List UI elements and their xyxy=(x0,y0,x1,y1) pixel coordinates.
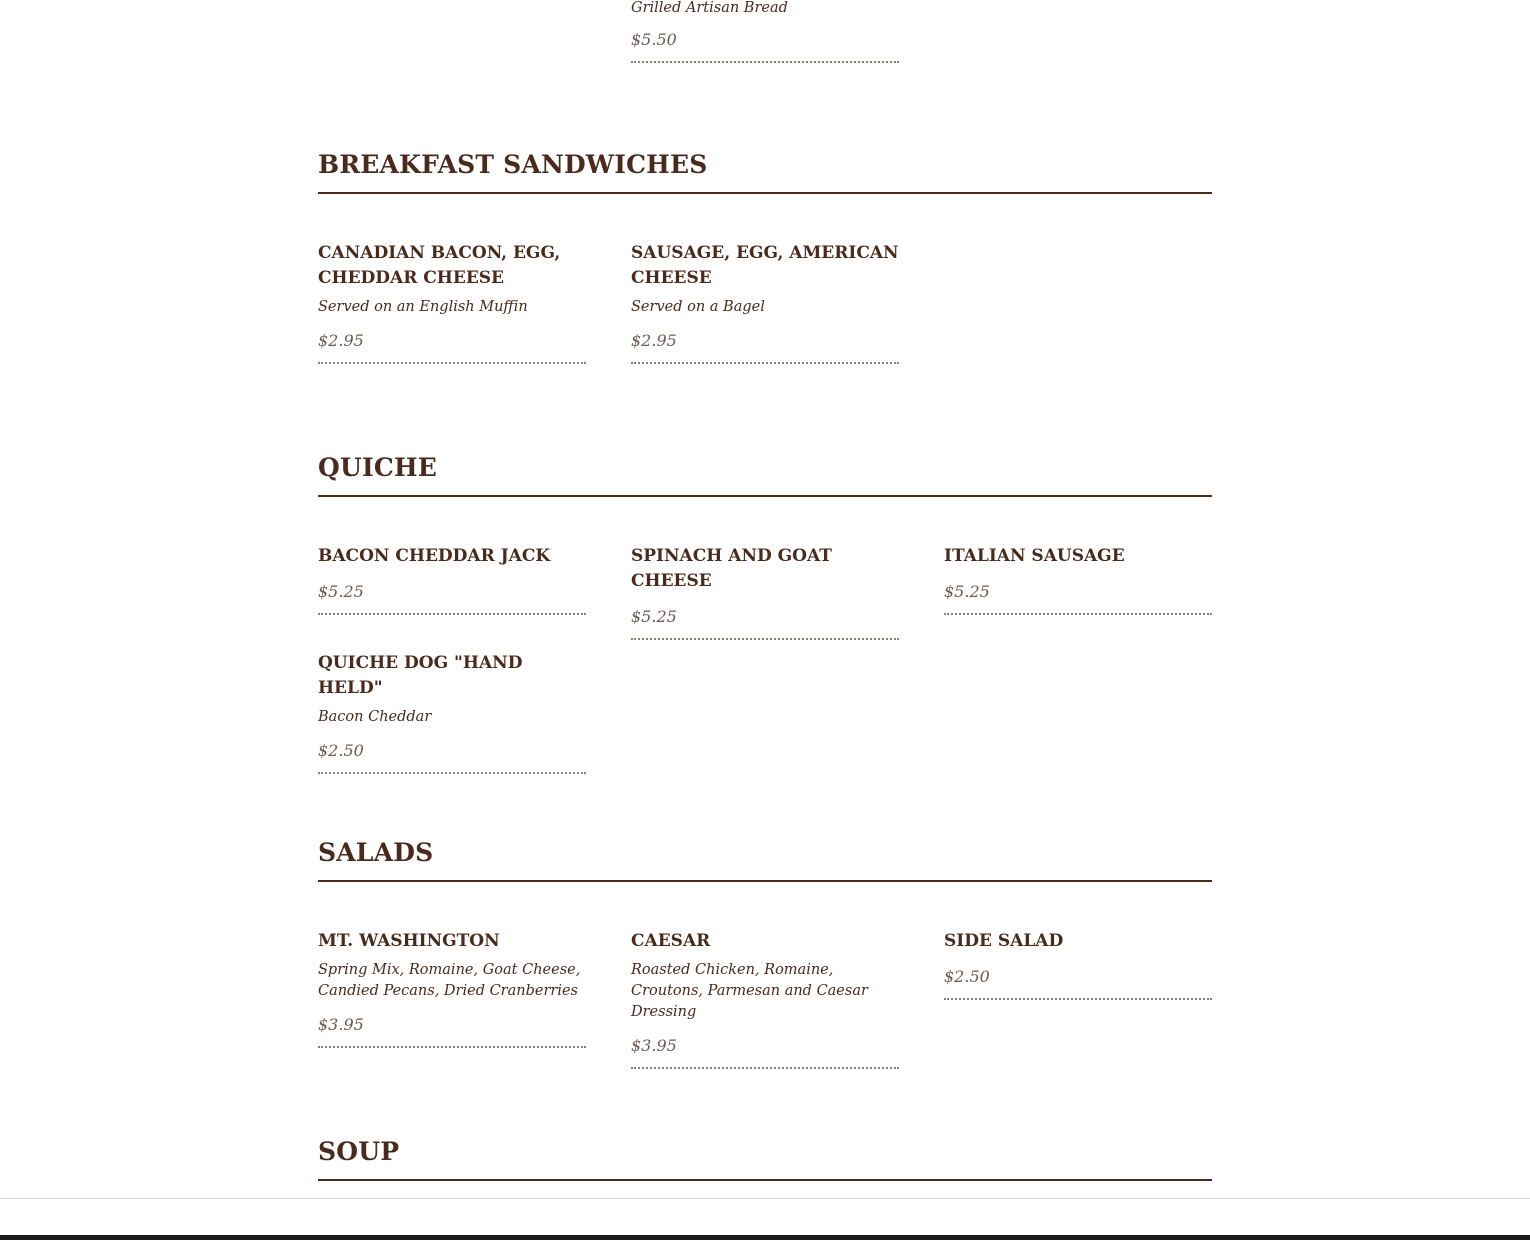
section-salads xyxy=(318,838,1212,882)
item-price: $3.95 xyxy=(318,1015,364,1034)
section-title: SOUP xyxy=(318,1137,1212,1181)
item-name: SPINACH AND GOAT CHEESE xyxy=(631,546,832,591)
item-name: MT. WASHINGTON xyxy=(318,931,500,951)
menu-item-italian-sausage xyxy=(944,544,1212,615)
section-soup xyxy=(318,1137,1212,1181)
section-title: BREAKFAST SANDWICHES xyxy=(318,150,1212,194)
item-divider xyxy=(631,59,899,63)
item-description: Spring Mix, Romaine, Goat Cheese, Candied Pecans, Dried Cranberries xyxy=(318,962,581,999)
item-description: Served on a Bagel xyxy=(631,299,765,315)
section-title: QUICHE xyxy=(318,453,1212,497)
item-divider xyxy=(631,360,899,364)
item-divider xyxy=(631,1065,899,1069)
item-price: $2.95 xyxy=(318,331,364,350)
item-divider xyxy=(318,360,586,364)
item-name: BACON CHEDDAR JACK xyxy=(318,546,551,566)
item-divider xyxy=(318,770,586,774)
item-description: Served on an English Muffin xyxy=(318,299,528,315)
item-name: CANADIAN BACON, EGG, CHEDDAR CHEESE xyxy=(318,243,561,288)
footer-divider xyxy=(0,1198,1530,1199)
section-breakfast-sandwiches xyxy=(318,150,1212,194)
item-divider xyxy=(318,1044,586,1048)
menu-item-top-partial xyxy=(631,0,899,63)
item-name: ITALIAN SAUSAGE xyxy=(944,546,1125,566)
item-divider xyxy=(631,636,899,640)
item-description: Roasted Chicken, Romaine, Croutons, Parmesan and Caesar Dressing xyxy=(631,962,868,1020)
item-price: $5.50 xyxy=(631,30,677,49)
item-price: $2.50 xyxy=(318,741,364,760)
item-description: Grilled Artisan Bread xyxy=(631,0,788,16)
menu-item-side-salad xyxy=(944,929,1212,1000)
item-divider xyxy=(944,611,1212,615)
menu-item-canadian-bacon xyxy=(318,241,586,364)
footer-bar xyxy=(0,1235,1530,1240)
item-price: $3.95 xyxy=(631,1036,677,1055)
item-price: $5.25 xyxy=(631,607,677,626)
item-price: $5.25 xyxy=(318,582,364,601)
item-divider xyxy=(318,611,586,615)
menu-item-bacon-cheddar-jack xyxy=(318,544,586,615)
menu-item-spinach-goat-cheese xyxy=(631,544,899,640)
section-quiche xyxy=(318,453,1212,497)
item-price: $2.50 xyxy=(944,967,990,986)
item-price: $5.25 xyxy=(944,582,990,601)
menu-item-quiche-dog xyxy=(318,651,586,774)
menu-item-mt-washington xyxy=(318,929,586,1048)
item-name: SAUSAGE, EGG, AMERICAN CHEESE xyxy=(631,243,899,288)
menu-item-sausage-egg xyxy=(631,241,899,364)
item-name: QUICHE DOG "HAND HELD" xyxy=(318,653,523,698)
section-title: SALADS xyxy=(318,838,1212,882)
item-price: $2.95 xyxy=(631,331,677,350)
item-name: CAESAR xyxy=(631,931,711,951)
menu-item-caesar xyxy=(631,929,899,1069)
item-divider xyxy=(944,996,1212,1000)
item-name: SIDE SALAD xyxy=(944,931,1064,951)
item-description: Bacon Cheddar xyxy=(318,709,432,725)
